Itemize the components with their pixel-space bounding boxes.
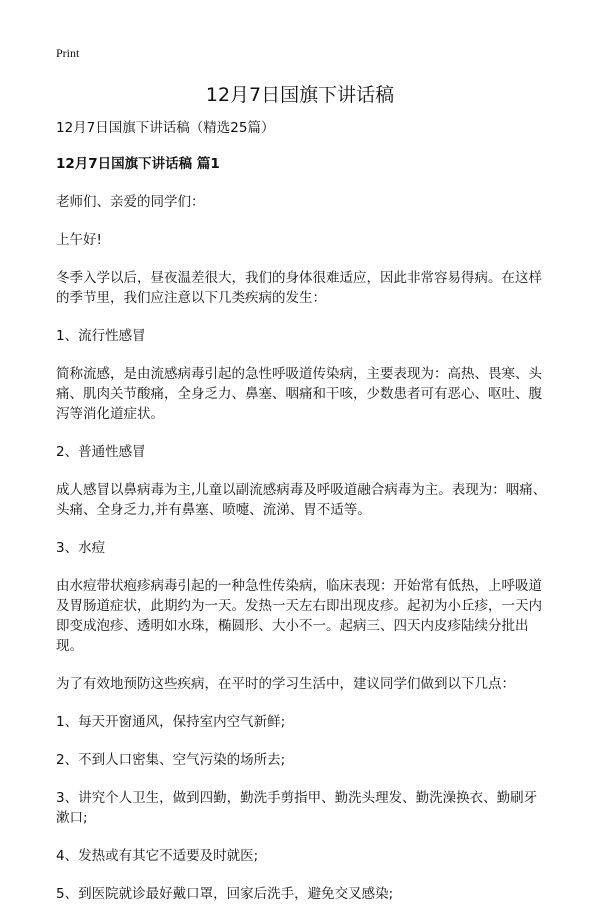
- flu-description: 简称流感，是由流感病毒引起的急性呼吸道传染病，主要表现为：高热、畏寒、头痛、肌肉关节酸痛，全身乏力、鼻塞、咽痛和干咳，少数患者可有恶心、呕吐、腹泻等消化道症状。: [56, 366, 542, 422]
- prevention-item-1: 1、每天开窗通风，保持室内空气新鲜;: [56, 714, 286, 730]
- prevention-item-2: 2、不到人口密集、空气污染的场所去;: [56, 752, 286, 768]
- item-heading-common-cold: 2、普通性感冒: [56, 444, 146, 460]
- prevention-item-5: 5、到医院就诊最好戴口罩，回家后洗手，避免交叉感染;: [56, 886, 394, 902]
- print-link[interactable]: Print: [56, 46, 80, 60]
- document-subtitle: 12月7日国旗下讲话稿（精选25篇）: [56, 120, 275, 136]
- prevention-intro: 为了有效地预防这些疾病，在平时的学习生活中，建议同学们做到以下几点：: [56, 676, 515, 692]
- salutation-paragraph: 上午好!: [56, 232, 102, 248]
- document-body: [56, 118, 548, 922]
- prevention-item-3: 3、讲究个人卫生，做到四勤，勤洗手剪指甲、勤洗头理发、勤洗澡换衣、勤刷牙漱口;: [56, 790, 538, 826]
- intro-paragraph: 冬季入学以后，昼夜温差很大，我们的身体很难适应，因此非常容易得病。在这样的季节里，我们应注意以下几类疾病的发生：: [56, 270, 542, 306]
- section-heading: 12月7日国旗下讲话稿 篇1: [56, 156, 220, 172]
- chickenpox-description: 由水痘带状疱疹病毒引起的一种急性传染病，临床表现：开始常有低热，上呼吸道及胃肠道症状，此期约为一天。发热一天左右即出现皮疹。起初为小丘疹，一天内即变成泡疹、透明如水珠，椭圆形、大小不一。起病三、四天内皮疹陆续分批出现。: [56, 578, 542, 654]
- item-heading-flu: 1、流行性感冒: [56, 328, 146, 344]
- prevention-item-4: 4、发热或有其它不适要及时就医;: [56, 848, 259, 864]
- page-title: 12月7日国旗下讲话稿: [205, 84, 395, 106]
- greeting-paragraph: 老师们、亲爱的同学们：: [56, 194, 205, 210]
- item-heading-chickenpox: 3、水痘: [56, 540, 106, 556]
- common-cold-description: 成人感冒以鼻病毒为主,儿童以副流感病毒及呼吸道融合病毒为主。表现为：咽痛、头痛、全身乏力,并有鼻塞、喷嚏、流涕、胃不适等。: [56, 482, 547, 518]
